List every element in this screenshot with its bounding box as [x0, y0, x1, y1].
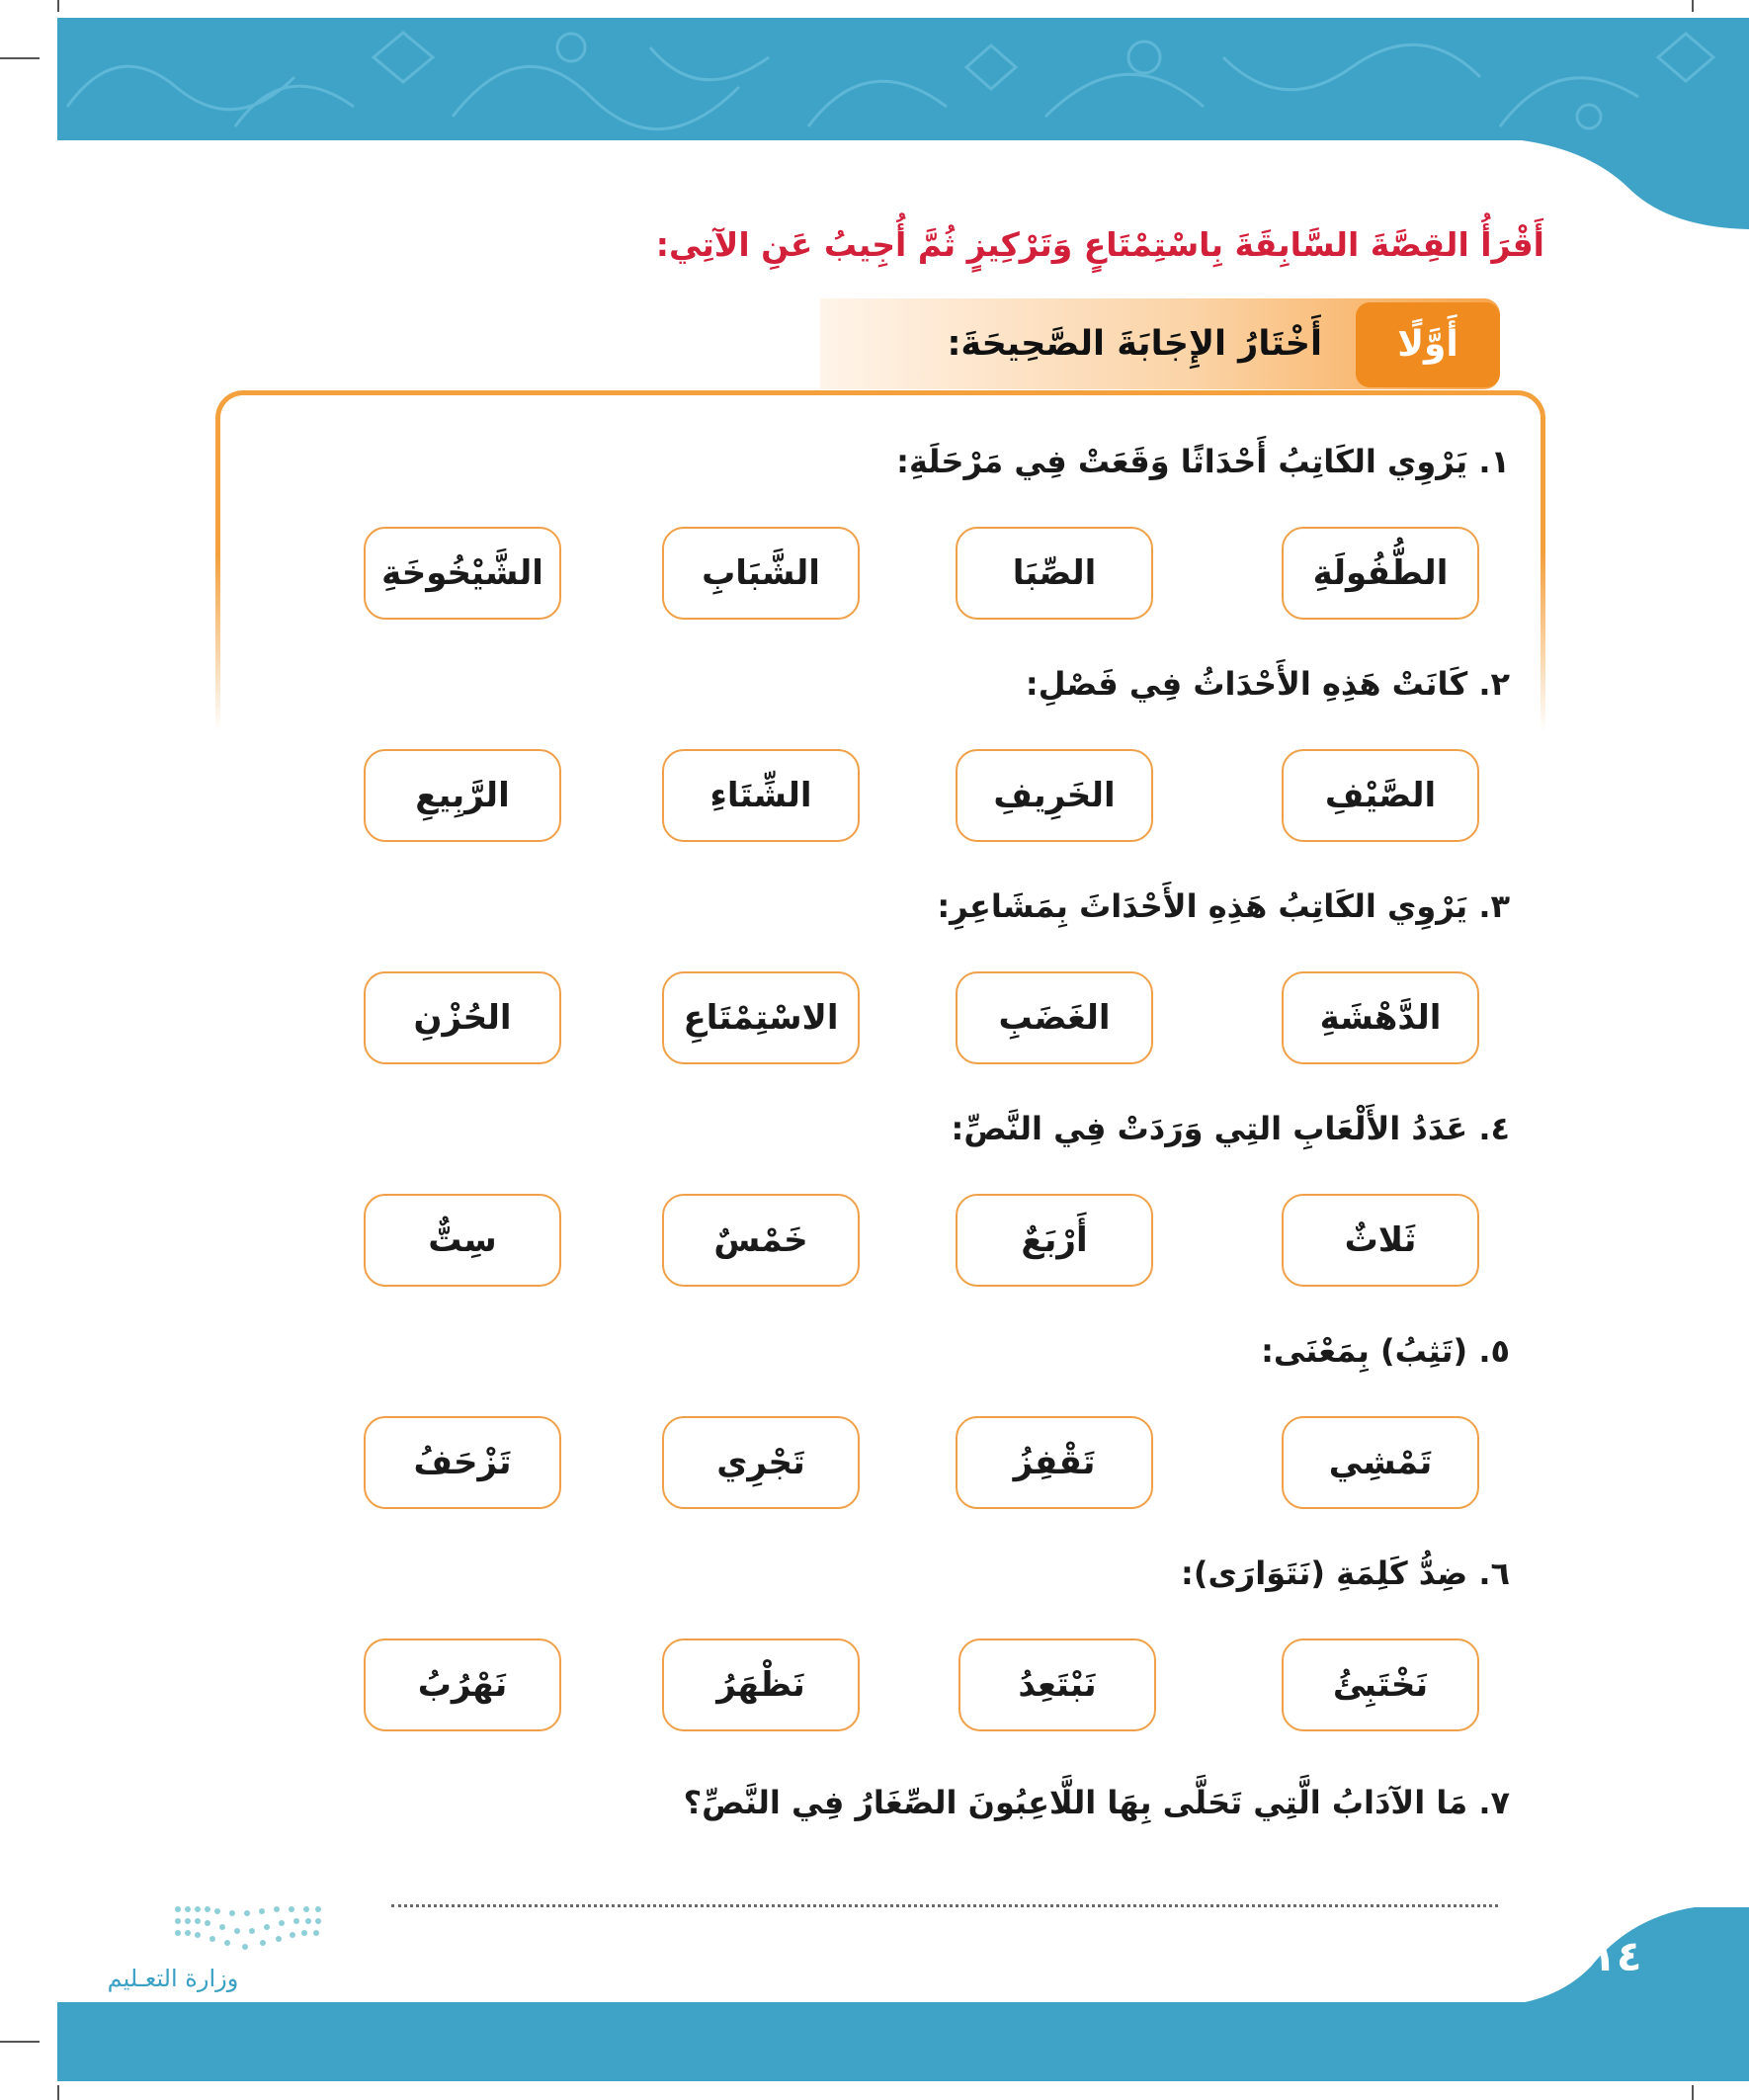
crop-mark — [1692, 2085, 1694, 2100]
section-badge: أَوَّلًا — [1356, 302, 1500, 387]
question-3: ٣. يَرْوِي الكَاتِبُ هَذِهِ الأَحْدَاثَ بِمَشَاعِرِ: — [937, 887, 1510, 925]
crop-mark — [0, 57, 40, 59]
question-4: ٤. عَدَدُ الأَلْعَابِ التِي وَرَدَتْ فِي النَّصِّ: — [951, 1110, 1510, 1147]
ministry-name: وزارة التعـليم — [107, 1965, 239, 1992]
question-1: ١. يَرْوِي الكَاتِبُ أَحْدَاثًا وَقَعَتْ فِي مَرْحَلَةِ: — [896, 443, 1510, 480]
question-5: ٥. (تَثِبُ) بِمَعْنَى: — [1261, 1332, 1510, 1370]
answer-option[interactable]: الصَّيْفِ — [1282, 749, 1479, 842]
answer-option[interactable]: الشَّيْخُوخَةِ — [364, 527, 561, 620]
header-band — [57, 18, 1749, 140]
answer-option[interactable]: الطُّفُولَةِ — [1282, 527, 1479, 620]
answer-option[interactable]: الحُزْنِ — [364, 971, 561, 1064]
answer-option[interactable]: الغَضَبِ — [956, 971, 1153, 1064]
answer-option[interactable]: الشِّتَاءِ — [662, 749, 860, 842]
answer-option[interactable]: تَمْشِي — [1282, 1416, 1479, 1509]
answer-option[interactable]: نَهْرُبُ — [364, 1638, 561, 1731]
answer-option[interactable]: الشَّبَابِ — [662, 527, 860, 620]
crop-mark — [0, 2041, 40, 2043]
crop-mark — [57, 2085, 59, 2100]
answer-option[interactable]: نَخْتَبِئُ — [1282, 1638, 1479, 1731]
answer-option[interactable]: نَبْتَعِدُ — [958, 1638, 1156, 1731]
answer-option[interactable]: خَمْسٌ — [662, 1194, 860, 1287]
frame-fade — [1530, 553, 1549, 731]
answer-option[interactable]: أَرْبَعٌ — [956, 1194, 1153, 1287]
answer-option[interactable]: تَقْفِزُ — [956, 1416, 1153, 1509]
answer-option[interactable]: الخَرِيفِ — [956, 749, 1153, 842]
answer-option[interactable]: نَظْهَرُ — [662, 1638, 860, 1731]
section-title: أَخْتَارُ الإِجَابَةَ الصَّحِيحَةَ: — [947, 324, 1322, 364]
answer-option[interactable]: الرَّبِيعِ — [364, 749, 561, 842]
answer-option[interactable]: سِتٌّ — [364, 1194, 561, 1287]
answer-option[interactable]: الاسْتِمْتَاعِ — [662, 971, 860, 1064]
answer-option[interactable]: ثَلاثٌ — [1282, 1194, 1479, 1287]
calligraphy-pattern — [57, 18, 1749, 140]
answer-option[interactable]: تَجْرِي — [662, 1416, 860, 1509]
answer-line[interactable] — [391, 1904, 1498, 1907]
frame-fade — [209, 553, 229, 731]
crop-mark — [57, 0, 59, 12]
page-number: ١١٤ — [1565, 1932, 1642, 1980]
answer-option[interactable]: الدَّهْشَةِ — [1282, 971, 1479, 1064]
answer-option[interactable]: تَزْحَفُ — [364, 1416, 561, 1509]
crop-mark — [1692, 0, 1694, 12]
header-corner — [1522, 140, 1749, 229]
instruction-text: أَقْرَأُ القِصَّةَ السَّابِقَةَ بِاسْتِمْتَاعٍ وَتَرْكِيزٍ ثُمَّ أُجِيبُ عَنِ الآتِي: — [655, 225, 1544, 264]
question-7: ٧. مَا الآدَابُ الَّتِي تَحَلَّى بِهَا اللَّاعِبُونَ الصِّغَارُ فِي النَّصِّ؟ — [683, 1784, 1510, 1821]
question-2: ٢. كَانَتْ هَذِهِ الأَحْدَاثُ فِي فَصْلِ: — [1025, 665, 1510, 703]
answer-option[interactable]: الصِّبَا — [956, 527, 1153, 620]
question-6: ٦. ضِدُّ كَلِمَةِ (نَتَوَارَى): — [1181, 1554, 1510, 1592]
